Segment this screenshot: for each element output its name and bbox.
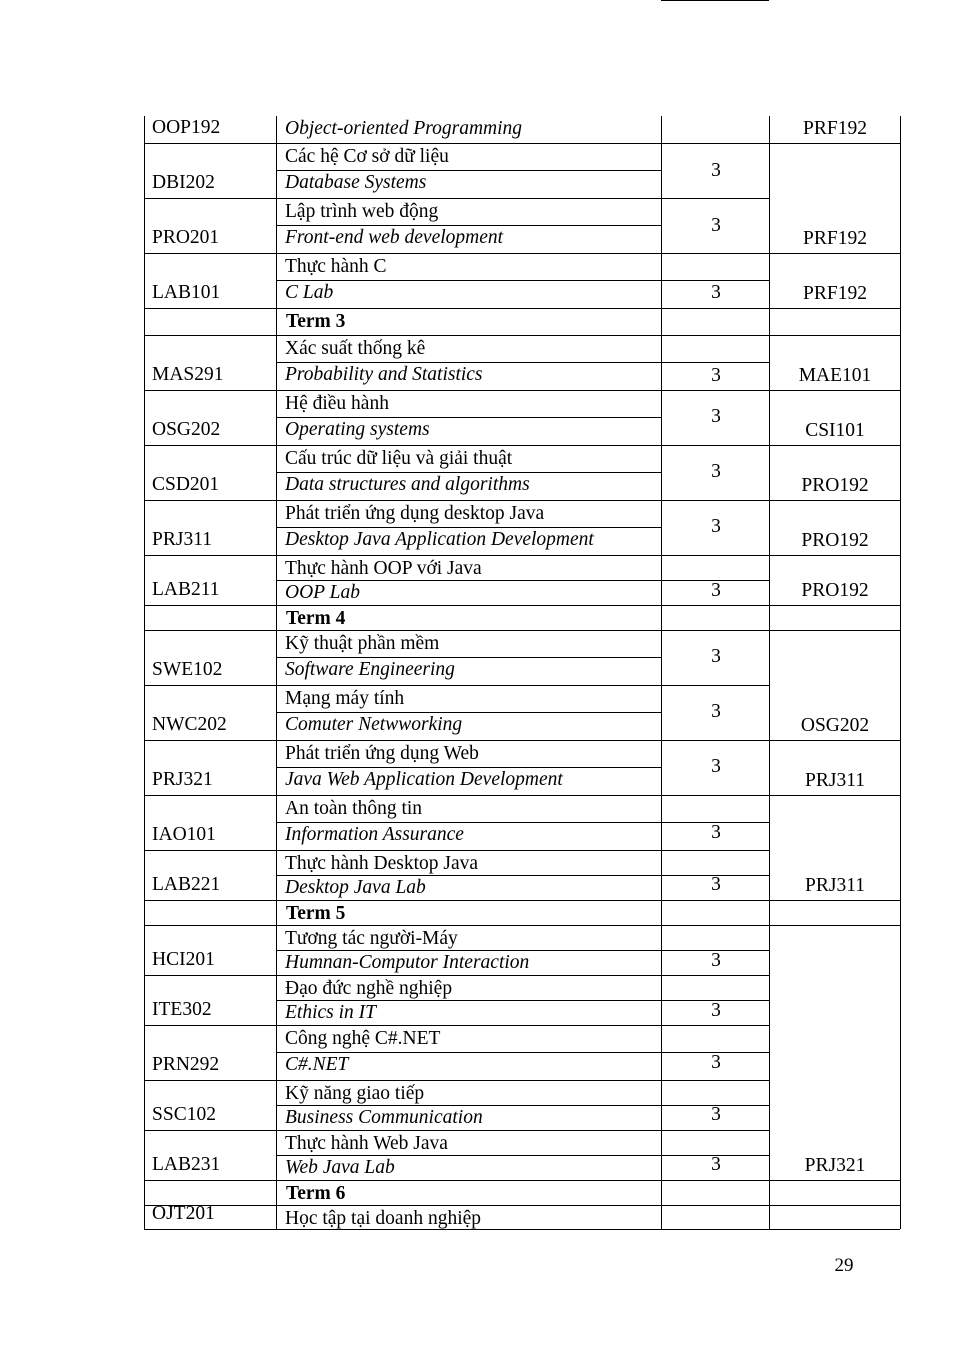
row-border: [661, 605, 769, 606]
credits-value: 3: [711, 461, 721, 482]
row-border: [144, 500, 276, 501]
course-name-en: Probability and Statistics: [285, 364, 483, 385]
column-divider: [276, 116, 277, 1229]
row-border: [661, 740, 769, 741]
row-border: [276, 1130, 661, 1131]
row-border: [769, 1229, 900, 1230]
row-border: [144, 605, 276, 606]
course-code: IAO101: [152, 824, 216, 845]
row-border: [144, 795, 276, 796]
row-border: [276, 795, 661, 796]
credits-value: 3: [711, 580, 721, 601]
course-code: SWE102: [152, 659, 223, 680]
row-border: [661, 900, 769, 901]
course-code: LAB211: [152, 579, 220, 600]
row-border: [144, 900, 276, 901]
row-border: [661, 555, 769, 556]
row-border: [276, 500, 661, 501]
course-name-en: Object-oriented Programming: [285, 118, 523, 139]
row-border: [144, 1205, 900, 1206]
course-code: LAB231: [152, 1154, 221, 1175]
course-name-vi: Lập trình web động: [285, 201, 439, 222]
row-border: [769, 143, 900, 144]
row-border: [144, 685, 276, 686]
row-border: [144, 390, 276, 391]
credits-value: 3: [711, 822, 721, 843]
row-border: [144, 445, 276, 446]
course-name-en: C Lab: [285, 282, 334, 303]
row-border: [144, 308, 276, 309]
row-border: [144, 925, 900, 926]
name-divider: [276, 657, 661, 658]
credits-divider: [661, 362, 769, 363]
column-divider: [769, 116, 770, 1229]
row-border: [661, 198, 769, 199]
row-border: [769, 1180, 900, 1181]
name-divider: [276, 472, 661, 473]
credits-divider: [661, 280, 769, 281]
name-divider: [276, 280, 661, 281]
row-border: [276, 850, 661, 851]
course-name-vi: Phát triển ứng dụng desktop Java: [285, 503, 545, 524]
row-border: [276, 308, 661, 309]
row-border: [661, 850, 769, 851]
row-border: [144, 975, 276, 976]
row-border: [144, 1080, 276, 1081]
row-border: [276, 900, 661, 901]
course-name-vi: Thực hành OOP với Java: [285, 558, 482, 579]
course-name-en: Comuter Netwworking: [285, 714, 463, 735]
name-divider: [276, 362, 661, 363]
credits-value: 3: [711, 516, 721, 537]
name-divider: [276, 527, 661, 528]
row-border: [144, 143, 276, 144]
credits-value: 3: [711, 874, 721, 895]
row-border: [276, 1180, 661, 1181]
course-name-vi: Cấu trúc dữ liệu và giải thuật: [285, 448, 513, 469]
course-name-en: OOP Lab: [285, 582, 360, 603]
course-name-en: Database Systems: [285, 172, 427, 193]
course-name-vi: Học tập tại doanh nghiệp: [285, 1208, 482, 1229]
course-name-en: Ethics in IT: [285, 1002, 376, 1023]
name-divider: [276, 1105, 661, 1106]
course-name-vi: Đạo đức nghề nghiệp: [285, 978, 453, 999]
name-divider: [276, 875, 661, 876]
row-border: [144, 1229, 276, 1230]
credits-value: 3: [711, 950, 721, 971]
row-border: [276, 685, 661, 686]
course-name-en: Java Web Application Development: [285, 769, 563, 790]
row-border: [661, 685, 769, 686]
course-code: PRJ321: [152, 769, 213, 790]
row-border: [144, 740, 276, 741]
course-name-vi: Thực hành Desktop Java: [285, 853, 479, 874]
course-name-vi: Hệ điều hành: [285, 393, 389, 414]
credits-value: 3: [711, 406, 721, 427]
name-divider: [276, 225, 661, 226]
prerequisite-code: MAE101: [798, 365, 872, 386]
row-border: [769, 900, 900, 901]
course-name-en: Web Java Lab: [285, 1157, 395, 1178]
row-border: [276, 975, 661, 976]
row-border: [144, 198, 276, 199]
prerequisite-code: PRF192: [803, 283, 867, 304]
row-border: [769, 740, 900, 741]
course-code: SSC102: [152, 1104, 216, 1125]
course-code: PRN292: [152, 1054, 220, 1075]
course-code: LAB101: [152, 282, 221, 303]
course-code: NWC202: [152, 714, 227, 735]
course-code: MAS291: [152, 364, 224, 385]
row-border: [276, 143, 661, 144]
course-name-vi: Mạng máy tính: [285, 688, 405, 709]
course-name-vi: Tương tác người-Máy: [285, 928, 458, 949]
credits-divider: [661, 0, 769, 1]
course-name-vi: Kỹ năng giao tiếp: [285, 1083, 425, 1104]
row-border: [661, 1229, 769, 1230]
course-name-en: Operating systems: [285, 419, 430, 440]
name-divider: [276, 1000, 661, 1001]
row-border: [769, 555, 900, 556]
prerequisite-code: PRJ311: [805, 875, 865, 896]
name-divider: [276, 767, 661, 768]
credits-value: 3: [711, 282, 721, 303]
name-divider: [276, 950, 661, 951]
row-border: [276, 198, 661, 199]
course-code: OSG202: [152, 419, 221, 440]
table-border-right: [900, 116, 901, 1229]
row-border: [661, 390, 769, 391]
row-border: [144, 1130, 276, 1131]
credits-value: 3: [711, 160, 721, 181]
row-border: [276, 1025, 661, 1026]
prerequisite-code: PRO192: [801, 580, 869, 601]
course-name-vi: An toàn thông tin: [285, 798, 423, 819]
course-name-en: Information Assurance: [285, 824, 464, 845]
row-border: [276, 445, 661, 446]
name-divider: [276, 712, 661, 713]
name-divider: [276, 1052, 661, 1053]
row-border: [769, 445, 900, 446]
prerequisite-code: PRO192: [801, 475, 869, 496]
row-border: [144, 555, 276, 556]
row-border: [661, 143, 769, 144]
name-divider: [276, 1155, 661, 1156]
credits-value: 3: [711, 1154, 721, 1175]
row-border: [769, 253, 900, 254]
prerequisite-code: PRF192: [803, 228, 867, 249]
prerequisite-code: PRJ311: [805, 770, 865, 791]
prerequisite-code: PRO192: [801, 530, 869, 551]
course-name-vi: Xác suất thống kê: [285, 338, 426, 359]
course-name-vi: Phát triển ứng dụng Web: [285, 743, 479, 764]
column-divider: [661, 116, 662, 1229]
row-border: [769, 308, 900, 309]
term-heading: Term 4: [286, 608, 346, 629]
name-divider: [276, 170, 661, 171]
course-code: HCI201: [152, 949, 215, 970]
prerequisite-code: CSI101: [805, 420, 865, 441]
row-border: [144, 850, 276, 851]
course-code: ITE302: [152, 999, 212, 1020]
row-border: [661, 1080, 769, 1081]
credits-value: 3: [711, 215, 721, 236]
row-border: [276, 1080, 661, 1081]
term-heading: Term 5: [286, 903, 346, 924]
row-border: [661, 445, 769, 446]
term-heading: Term 3: [286, 311, 346, 332]
course-name-en: Data structures and algorithms: [285, 474, 530, 495]
row-border: [144, 630, 900, 631]
term-heading: Term 6: [286, 1183, 346, 1204]
course-name-en: Desktop Java Lab: [285, 877, 426, 898]
credits-value: 3: [711, 1000, 721, 1021]
row-border: [144, 1180, 276, 1181]
prerequisite-code: PRJ321: [804, 1155, 866, 1176]
credits-value: 3: [711, 646, 721, 667]
row-border: [661, 1180, 769, 1181]
credits-value: 3: [711, 1052, 721, 1073]
row-border: [661, 1025, 769, 1026]
course-name-en: Front-end web development: [285, 227, 504, 248]
row-border: [276, 605, 661, 606]
course-name-vi: Kỹ thuật phần mềm: [285, 633, 440, 654]
prerequisite-code: OSG202: [800, 715, 870, 736]
table-border-left: [144, 116, 145, 1229]
course-name-en: Business Communication: [285, 1107, 483, 1128]
row-border: [276, 253, 661, 254]
row-border: [661, 795, 769, 796]
row-border: [661, 975, 769, 976]
row-border: [144, 253, 276, 254]
credits-value: 3: [711, 701, 721, 722]
course-name-en: C#.NET: [285, 1054, 349, 1075]
name-divider: [276, 417, 661, 418]
row-border: [276, 555, 661, 556]
course-code: DBI202: [152, 172, 215, 193]
course-name-vi: Các hệ Cơ sở dữ liệu: [285, 146, 449, 167]
row-border: [769, 500, 900, 501]
course-code: PRO201: [152, 227, 220, 248]
name-divider: [276, 822, 661, 823]
row-border: [661, 1130, 769, 1131]
course-name-en: Desktop Java Application Development: [285, 529, 594, 550]
course-code: PRJ311: [152, 529, 212, 550]
row-border: [769, 605, 900, 606]
row-border: [769, 390, 900, 391]
course-code: LAB221: [152, 874, 221, 895]
prerequisite-code: PRF192: [803, 118, 867, 139]
row-border: [144, 1025, 276, 1026]
course-name-en: Software Engineering: [285, 659, 455, 680]
credits-value: 3: [711, 756, 721, 777]
course-name-vi: Thực hành C: [285, 256, 387, 277]
course-code: CSD201: [152, 474, 220, 495]
course-code: OOP192: [152, 117, 221, 138]
credits-value: 3: [711, 365, 721, 386]
page-number: 29: [834, 1255, 854, 1276]
row-border: [661, 253, 769, 254]
course-name-en: Humnan-Computor Interaction: [285, 952, 530, 973]
row-border: [276, 390, 661, 391]
row-border: [661, 308, 769, 309]
row-border: [276, 740, 661, 741]
row-border: [144, 335, 900, 336]
course-code: OJT201: [152, 1203, 215, 1224]
credits-value: 3: [711, 1104, 721, 1125]
name-divider: [276, 580, 661, 581]
row-border: [769, 795, 900, 796]
course-name-vi: Công nghệ C#.NET: [285, 1028, 441, 1049]
course-name-vi: Thực hành Web Java: [285, 1133, 448, 1154]
row-border: [661, 500, 769, 501]
